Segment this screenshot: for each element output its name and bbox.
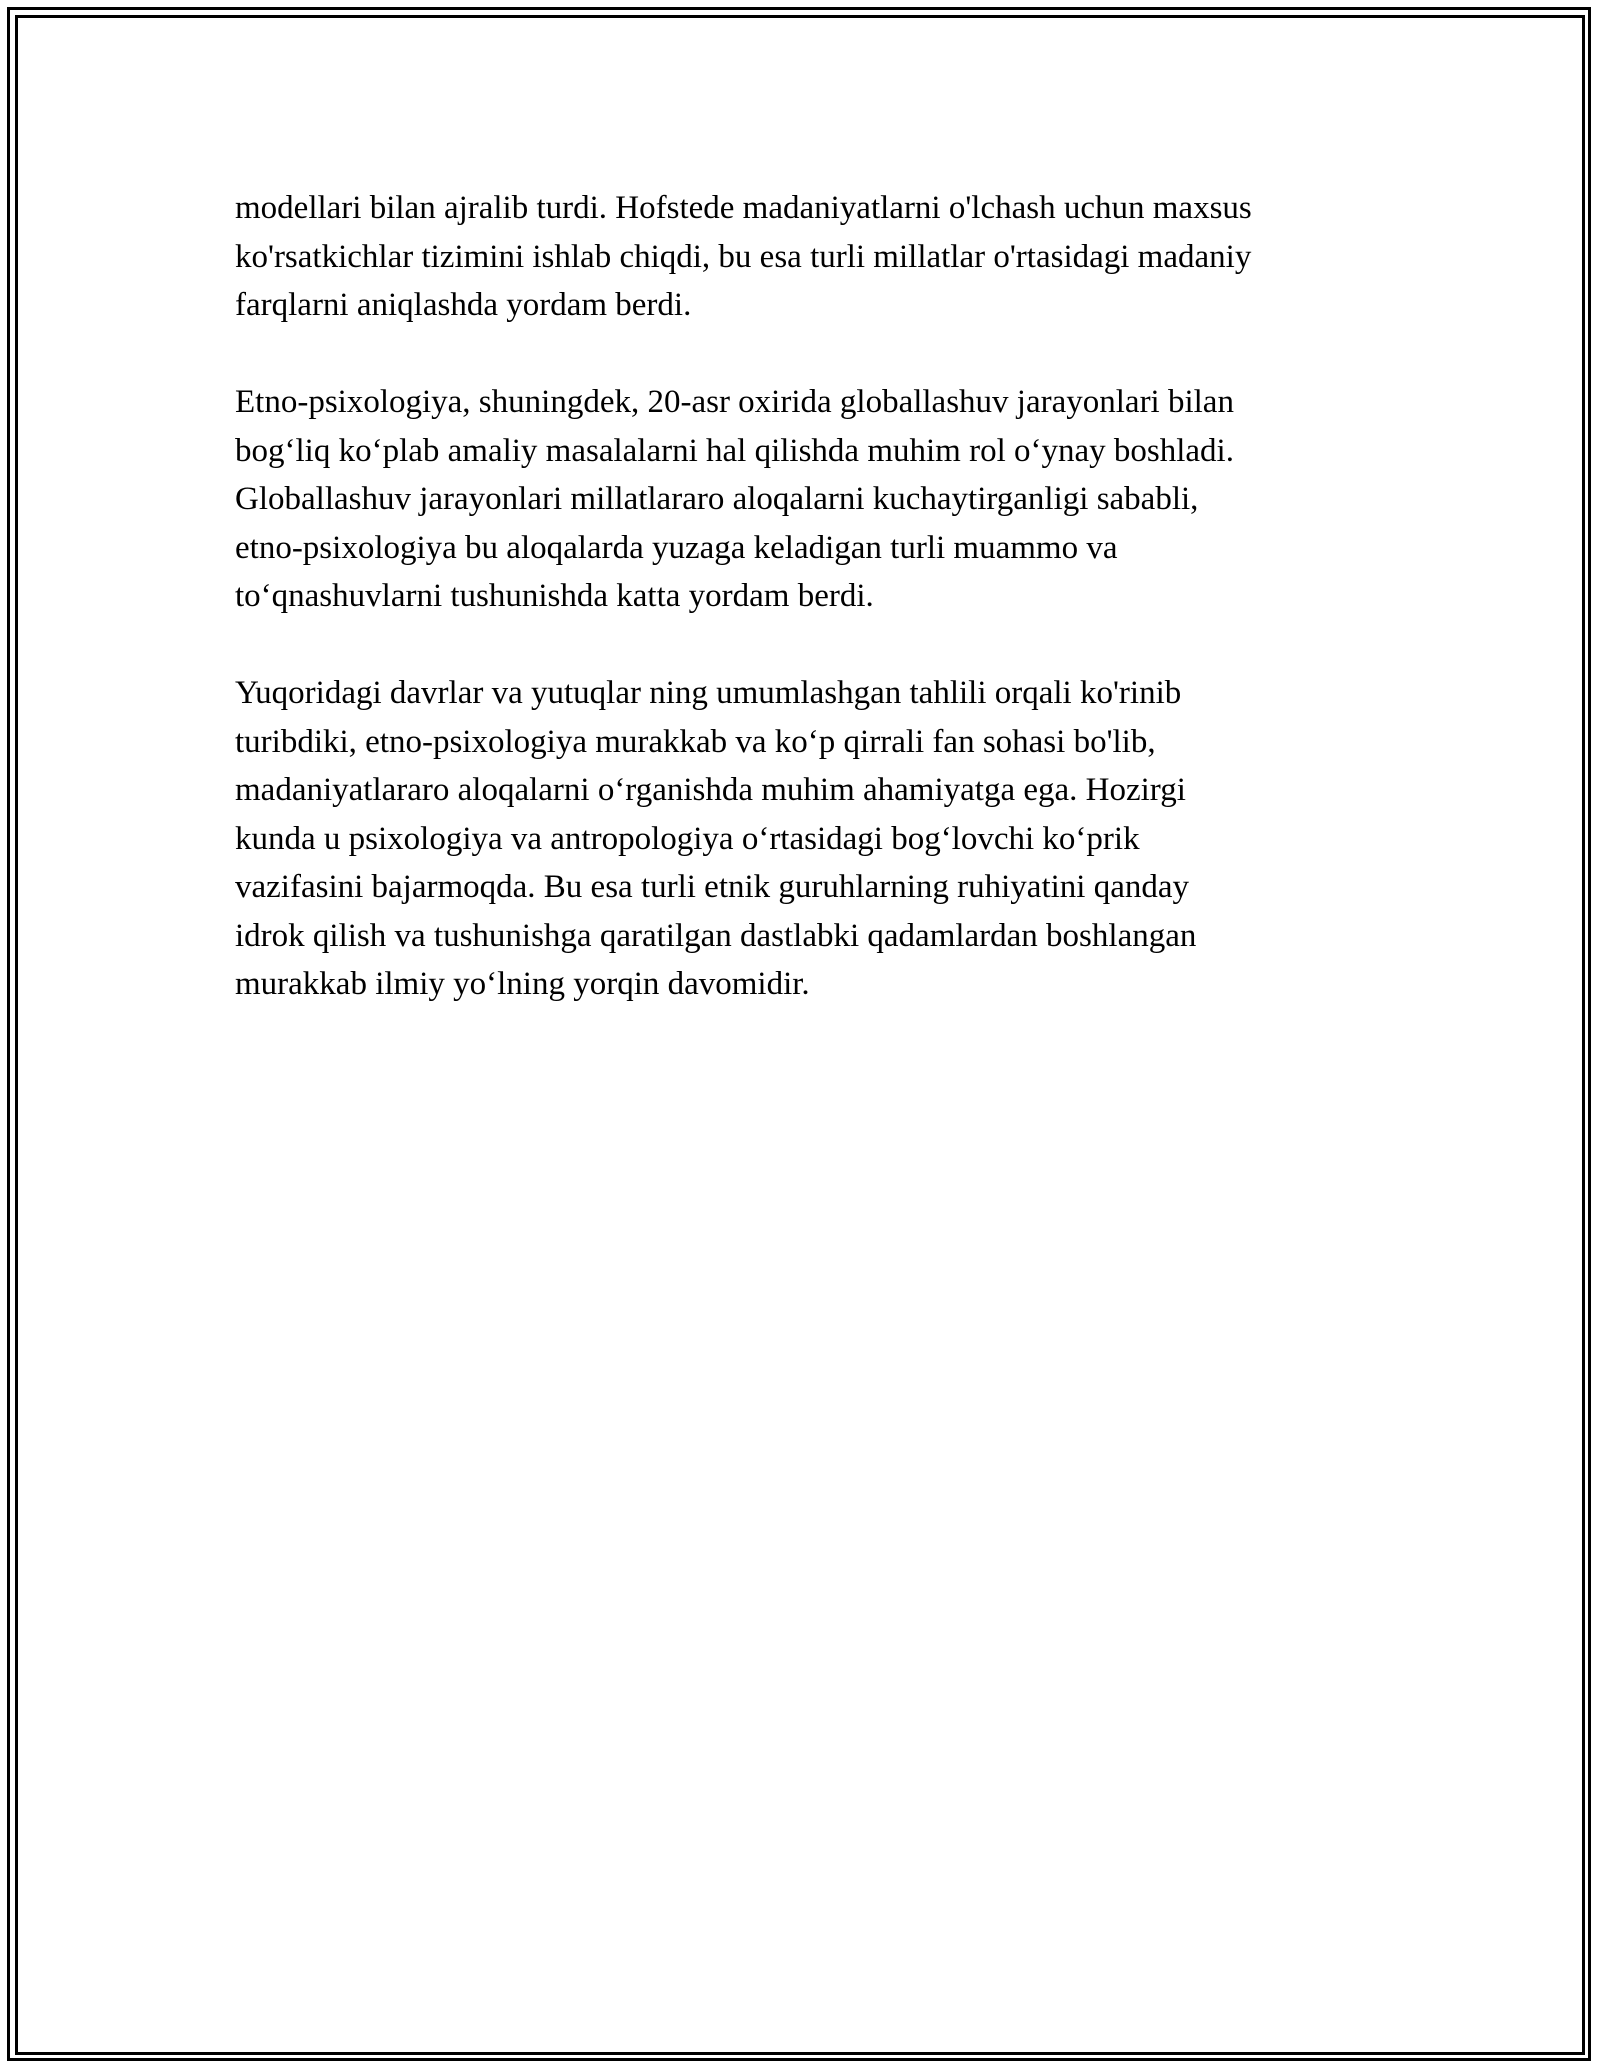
text-line: bog‘liq ko‘plab amaliy masalalarni hal qilishda muhim rol o‘ynay boshladi. [235, 432, 1234, 469]
text-line: kunda u psixologiya va antropologiya o‘rtasidagi bog‘lovchi ko‘prik [235, 820, 1140, 857]
text-line: etno-psixologiya bu aloqalarda yuzaga keladigan turli muammo va [235, 529, 1118, 566]
paragraph-2 [235, 378, 1385, 621]
paragraph-1 [235, 184, 1385, 330]
text-line: madaniyatlararo aloqalarni o‘rganishda muhim ahamiyatga ega. Hozirgi [235, 772, 1186, 808]
text-line: Globallashuv jarayonlari millatlararo aloqalarni kuchaytirganligi sababli, [235, 481, 1199, 517]
text-line: murakkab ilmiy yo‘lning yorqin davomidir. [235, 966, 810, 1002]
text-line: to‘qnashuvlarni tushunishda katta yordam berdi. [235, 578, 874, 614]
document-body [235, 184, 1385, 1057]
paragraph-3 [235, 669, 1385, 1009]
text-line: vazifasini bajarmoqda. Bu esa turli etnik guruhlarning ruhiyatini qanday [235, 869, 1189, 905]
text-line: idrok qilish va tushunishga qaratilgan dastlabki qadamlardan boshlangan [235, 917, 1197, 954]
text-line: Etno-psixologiya, shuningdek, 20-asr oxirida globallashuv jarayonlari bilan [235, 384, 1234, 420]
text-line: ko'rsatkichlar tizimini ishlab chiqdi, bu esa turli millatlar o'rtasidagi madaniy [235, 238, 1252, 275]
text-line: Yuqoridagi davrlar va yutuqlar ning umumlashgan tahlili orqali ko'rinib [235, 675, 1182, 711]
text-line: turibdiki, etno-psixologiya murakkab va ko‘p qirrali fan sohasi bo'lib, [235, 723, 1156, 760]
text-line: farqlarni aniqlashda yordam berdi. [235, 287, 692, 323]
text-line: modellari bilan ajralib turdi. Hofstede madaniyatlarni o'lchash uchun maxsus [235, 190, 1252, 226]
